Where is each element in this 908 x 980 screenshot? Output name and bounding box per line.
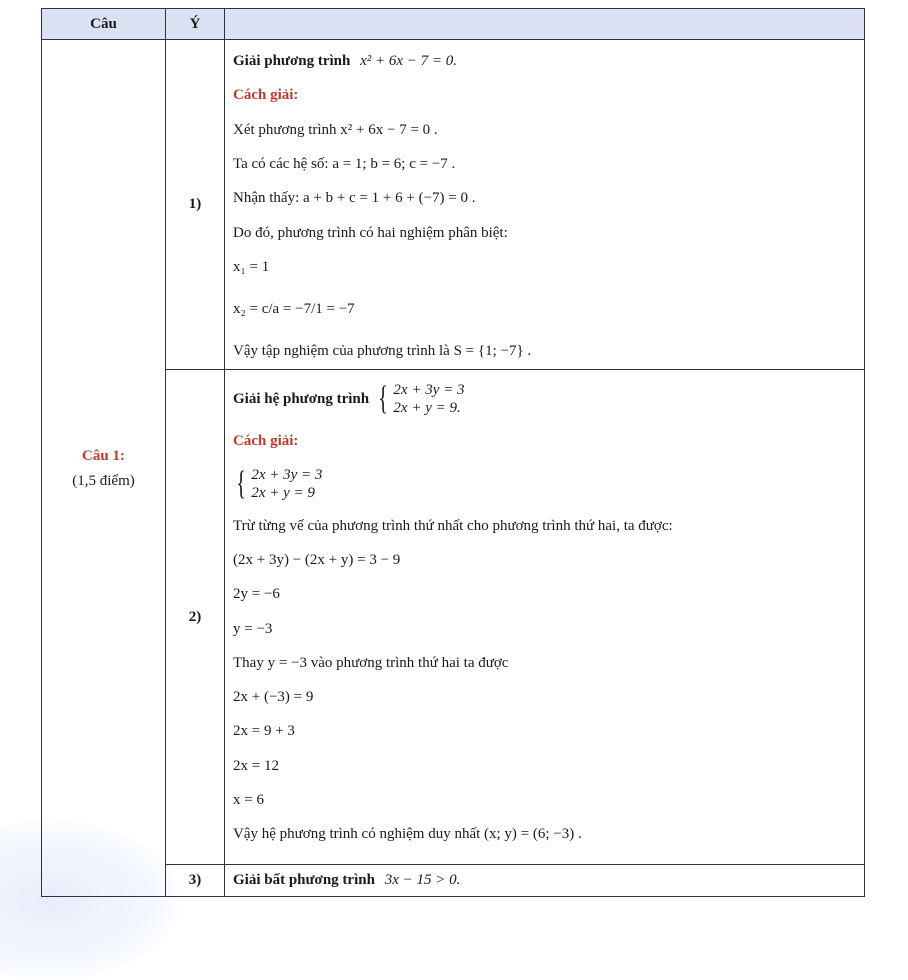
- question-label: Câu 1:: [82, 448, 125, 465]
- part2-line: 2y = −6: [233, 586, 280, 603]
- part2-sys2-eq2: 2x + y = 9: [251, 484, 315, 501]
- part3-row: [42, 864, 865, 896]
- part2-system: [375, 381, 464, 417]
- part2-line: 2x + (−3) = 9: [233, 689, 314, 706]
- part2-line: Thay y = −3 vào phương trình thứ hai ta được: [233, 654, 509, 671]
- part2-label: 2): [166, 370, 225, 865]
- part2-title-text: Giải hệ phương trình: [233, 391, 370, 408]
- part1-title-text: Giải phương trình: [233, 53, 351, 70]
- part3-title-math: 3x − 15 > 0.: [384, 872, 461, 889]
- part1-line: Do đó, phương trình có hai nghiệm phân biệt:: [233, 224, 508, 241]
- header-cau: Câu: [42, 9, 166, 40]
- part2-sys2-eq1: 2x + 3y = 3: [251, 466, 323, 483]
- brace-icon: {: [378, 380, 389, 418]
- part1-label: 1): [166, 40, 225, 370]
- part2-line: 2x = 12: [233, 757, 279, 774]
- part1-line: x₁ = 1: [233, 258, 270, 275]
- part2-title: [233, 374, 864, 424]
- part1-line: Vậy tập nghiệm của phương trình là S = {1; −7} .: [233, 343, 532, 360]
- part2-line: Vậy hệ phương trình có nghiệm duy nhất (x; y) = (6; −3) .: [233, 826, 582, 843]
- part2-line: 2x = 9 + 3: [233, 723, 295, 740]
- part1-line: Ta có các hệ số: a = 1; b = 6; c = −7 .: [233, 155, 456, 172]
- part2-system-eq2: 2x + y = 9.: [393, 400, 461, 417]
- part2-system-repeat: [233, 459, 864, 509]
- part2-line: y = −3: [233, 620, 273, 637]
- question-cell: [42, 40, 166, 897]
- part3-title-text: Giải bất phương trình: [233, 872, 375, 889]
- part3-content: [225, 864, 865, 896]
- part1-title-math: x² + 6x − 7 = 0.: [360, 53, 458, 70]
- part2-line: (2x + 3y) − (2x + y) = 3 − 9: [233, 551, 401, 568]
- part2-line: Trừ từng vế của phương trình thứ nhất cho phương trình thứ hai, ta được:: [233, 517, 673, 534]
- part2-method: Cách giải:: [233, 433, 299, 450]
- part1-content: [225, 40, 865, 370]
- part2-content: [225, 370, 865, 865]
- part1-line: x₂ = c/a = −7/1 = −7: [233, 301, 355, 318]
- part2-row: [42, 370, 865, 865]
- solution-table: [41, 8, 865, 897]
- part2-system-eq1: 2x + 3y = 3: [393, 382, 465, 399]
- part2-line: x = 6: [233, 792, 264, 809]
- part1-row: [42, 40, 865, 370]
- brace-icon: {: [236, 464, 247, 502]
- part1-title: [233, 44, 864, 78]
- part1-line: Xét phương trình x² + 6x − 7 = 0 .: [233, 121, 438, 138]
- part3-title: [233, 865, 864, 895]
- question-points: (1,5 điểm): [72, 473, 135, 490]
- header-content: [225, 9, 865, 40]
- part1-method: Cách giải:: [233, 87, 299, 104]
- part3-label: 3): [166, 864, 225, 896]
- header-row: [42, 9, 865, 40]
- part1-line: Nhận thấy: a + b + c = 1 + 6 + (−7) = 0 .: [233, 190, 476, 207]
- header-y: Ý: [166, 9, 225, 40]
